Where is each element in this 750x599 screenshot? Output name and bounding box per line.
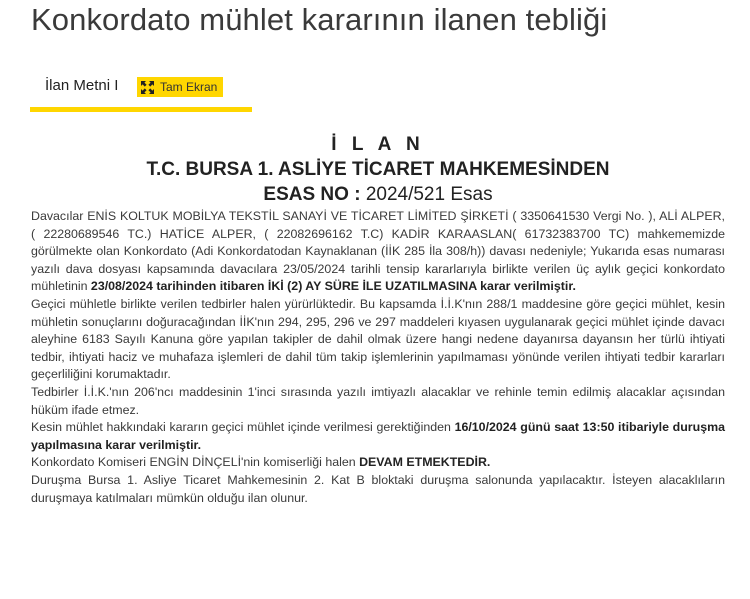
- page-title: Konkordato mühlet kararının ilanen tebliği: [31, 2, 608, 37]
- paragraph-extension-bold: 23/08/2024 tarihinden itibaren İKİ (2) AY SÜRE İLE UZATILMASINA karar verilmiştir.: [90, 279, 576, 294]
- expand-arrows-icon: [141, 81, 154, 94]
- fullscreen-button[interactable]: [137, 77, 223, 97]
- paragraph-commissioner-bold: DEVAM ETMEKTEDİR.: [359, 455, 491, 470]
- paragraph-commissioner-text: Konkordato Komiseri ENGİN DİNÇELİ'nin komiserliği halen: [31, 455, 360, 470]
- fullscreen-label: Tam Ekran: [160, 80, 218, 94]
- court-name: T.C. BURSA 1. ASLİYE TİCARET MAHKEMESİNDEN: [146, 159, 610, 180]
- paragraph-hearing-date-bold: 16/10/2024 günü saat 13:50 itibariyle duruşma yapılmasına karar verilmiştir.: [31, 420, 725, 452]
- paragraph-exceptions: Tedbirler İ.İ.K.'nın 206'ncı maddesinin 1'inci sırasında yazılı imtiyazlı alacaklar ve rehinle temin edilmiş alacaklar açısından hüküm ifade etmez.: [31, 384, 725, 417]
- case-number: 2024/521 Esas: [365, 184, 493, 205]
- paragraph-extension-text: Davacılar ENİS KOLTUK MOBİLYA TEKSTİL SANAYİ VE TİCARET LİMİTED ŞİRKETİ ( 3350641530 Vergi No. ), ALİ ALPER, ( 22280689546 TC.) HATİCE ALPER, ( 22082696162 T.C) KADİR KARAASLAN( 61732383700 TC) mahkememizde görülmekte olan Konkordato (Adi Konkordatodan Kaynaklanan (İİK 285 İla 308/h)) davası nedeniyle; Yukarıda esas numarası yazılı dava dosyası kapsamında davacılara 23/05/2024 tarihli tensip kararlarıyla birlikte verilen üç aylık geçici konkordato mühletinin: [31, 209, 725, 294]
- paragraph-location: Duruşma Bursa 1. Asliye Ticaret Mahkemesinin 2. Kat B bloktaki duruşma salonunda yapılacaktır. İsteyen alacaklıların duruşmaya katılmaları mümkün olduğu ilan olunur.: [31, 472, 725, 505]
- case-label: ESAS NO :: [263, 184, 361, 205]
- case-number-line: [31, 182, 725, 207]
- paragraph-hearing-date-text: Kesin mühlet hakkındaki kararın geçici mühlet içinde verilmesi gerektiğinden: [31, 420, 455, 435]
- notice-document: [31, 133, 725, 507]
- tab-active-indicator: [30, 107, 252, 112]
- notice-tab[interactable]: [30, 76, 252, 112]
- paragraph-hearing-date: [31, 419, 725, 454]
- paragraph-commissioner: [31, 454, 725, 472]
- tab-label: İlan Metni I: [45, 77, 119, 94]
- paragraph-measures: Geçici mühletle birlikte verilen tedbirler halen yürürlüktedir. Bu kapsamda İ.İ.K'nın 288/1 maddesine göre geçici mühlet, kesin mühletin sonuçlarını doğuracağından İİK'nın 294, 295, 296 ve 297 maddeleri kıyasen uygulanarak geçici mühlet içinde davacı aleyhine 6183 Sayılı Kanuna göre yapılan takipler de dahil olmak üzere hangi nedene dayanırsa dayansın her türlü ihtiyati tedbir, ihtiyati haciz ve muhafaza işlemleri de dahil tüm takip işlemlerinin yapılmaması yönünde verilen ihtiyati tedbir kararları geçerliliğini korumaktadır.: [31, 296, 725, 382]
- notice-heading: İ L A N: [331, 134, 425, 155]
- paragraph-extension: [31, 208, 725, 296]
